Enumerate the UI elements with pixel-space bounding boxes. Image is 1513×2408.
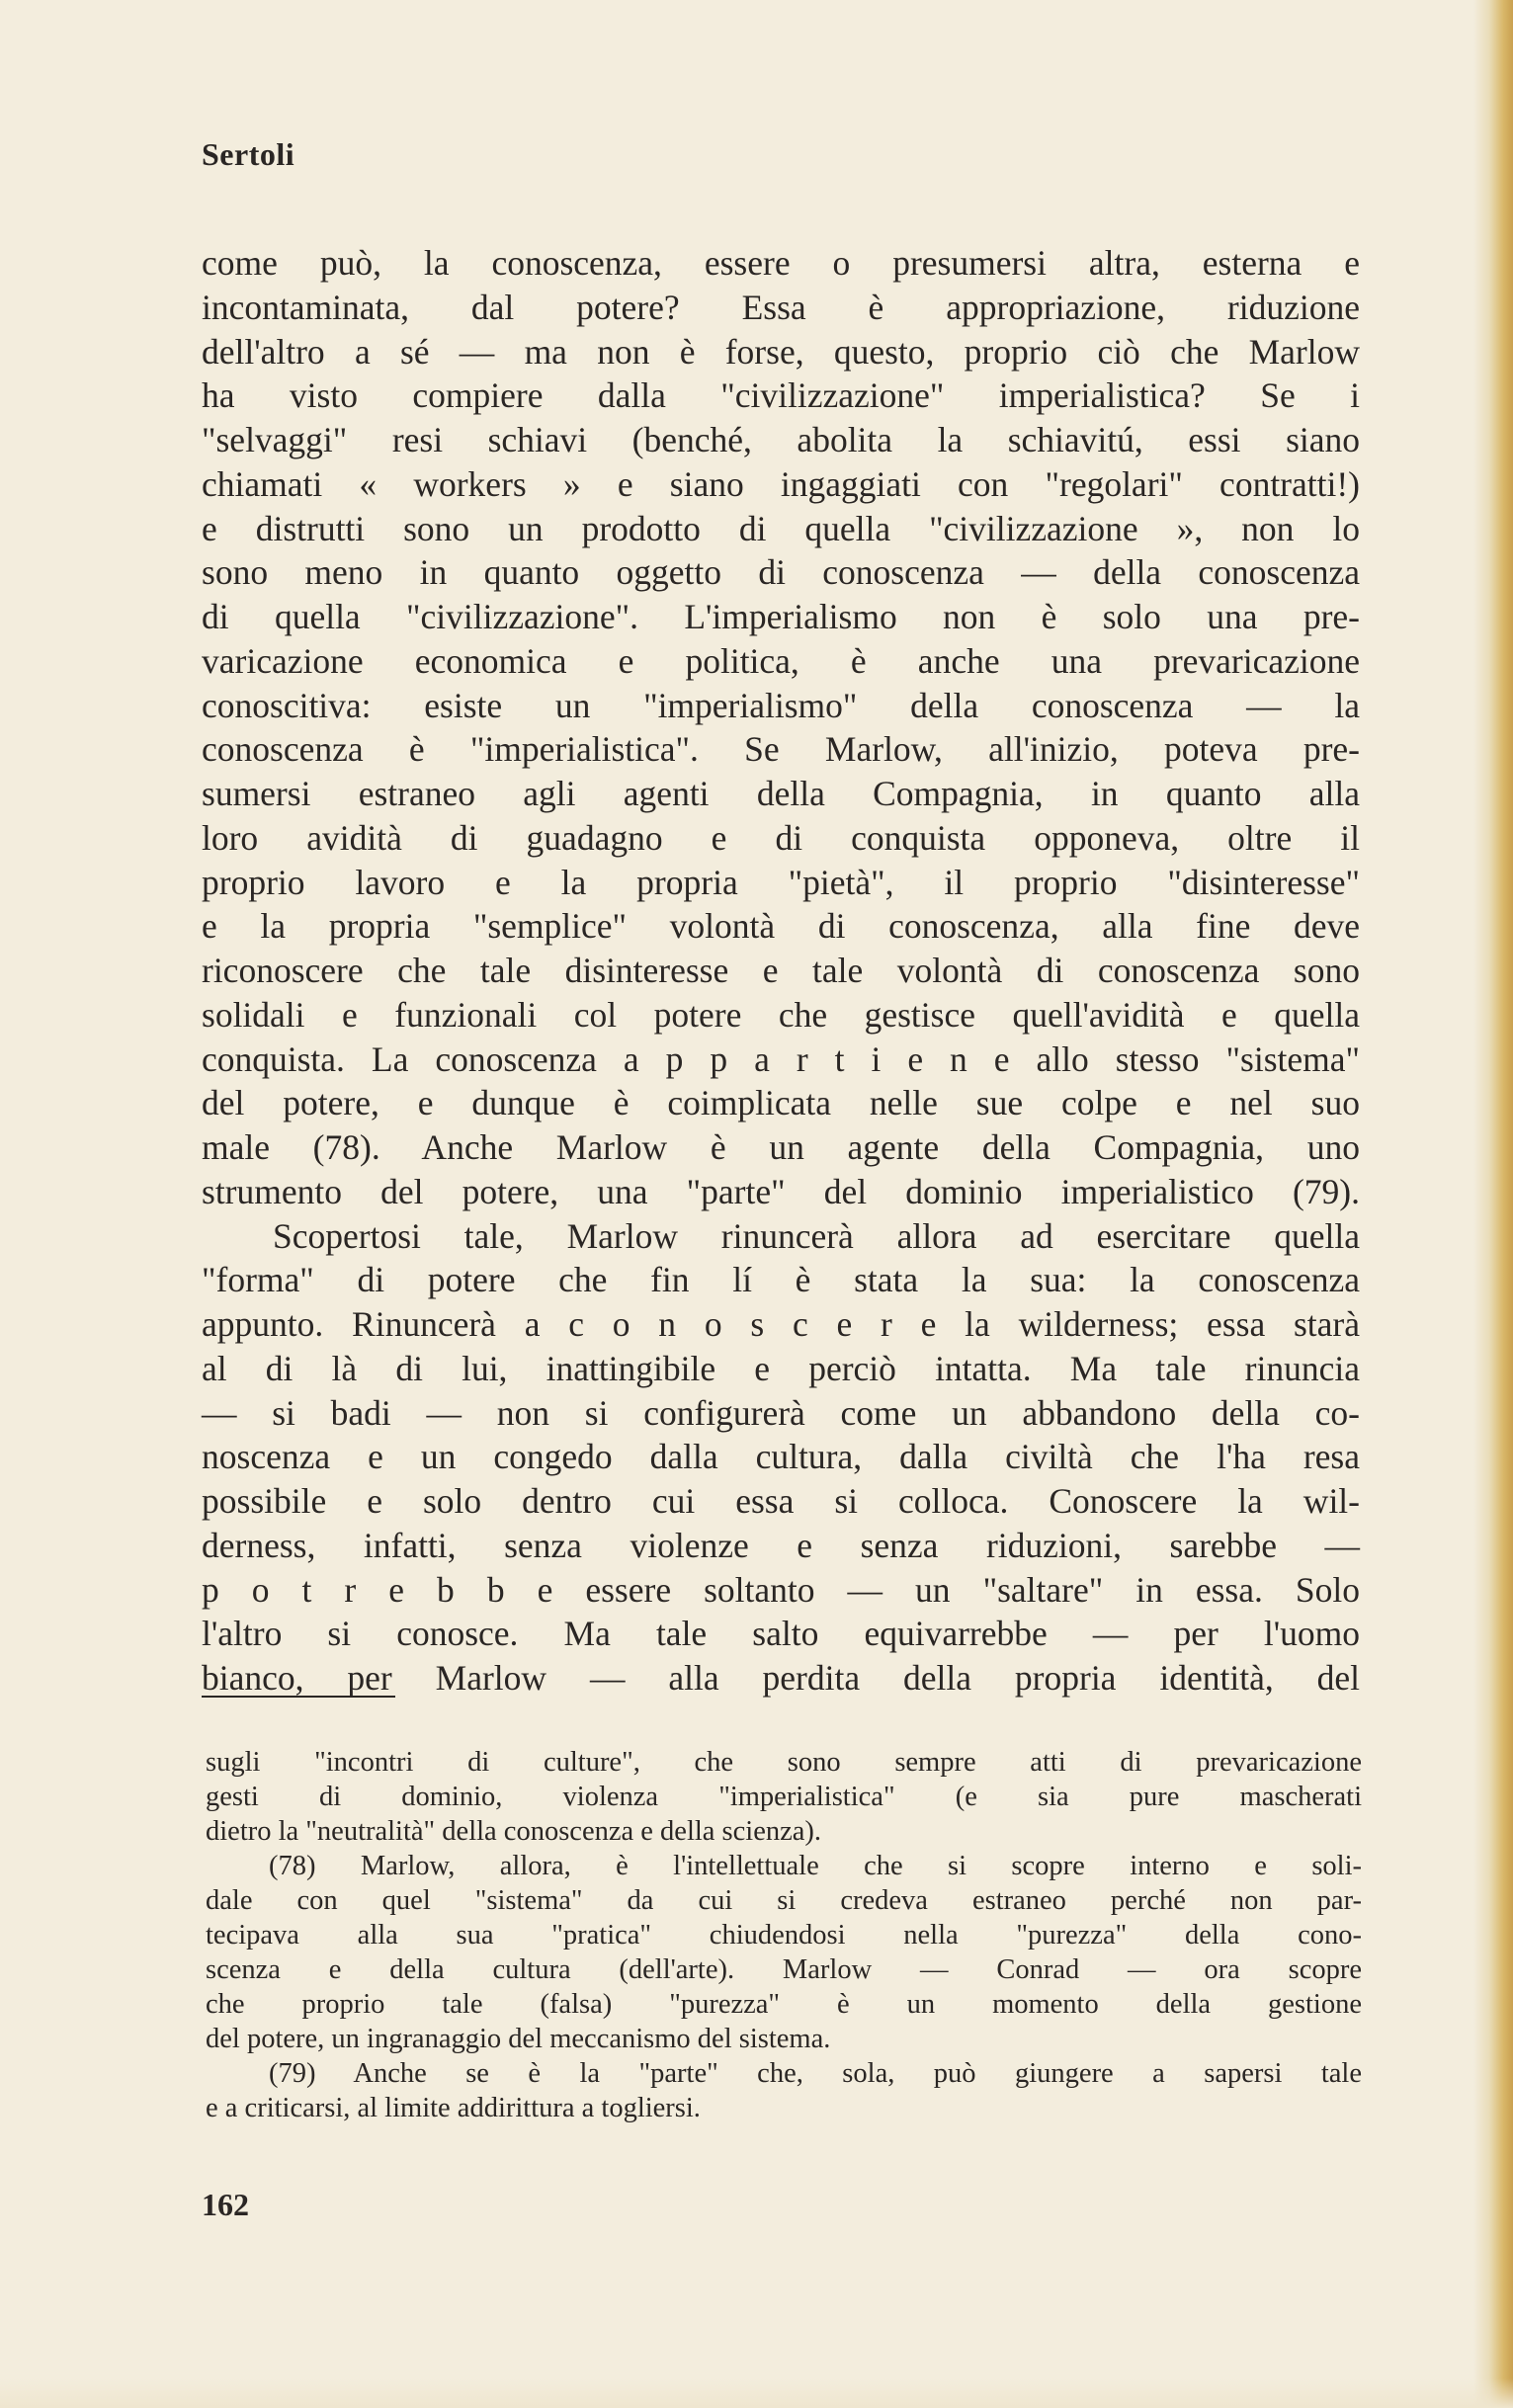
body-line: solidali e funzionali col potere che gestisce quell'avidità e quella: [202, 994, 1360, 1035]
footnote-line: del potere, un ingranaggio del meccanismo del sistema.: [206, 2024, 831, 2054]
body-line: "selvaggi" resi schiavi (benché, abolita la schiavitú, essi siano: [202, 420, 1360, 459]
body-line: p o t r e b b e essere soltanto — un "saltare" in essa. Solo: [202, 1569, 1360, 1610]
body-line: strumento del potere, una "parte" del dominio imperialistico (79).: [202, 1171, 1360, 1211]
body-line: come può, la conoscenza, essere o presumersi altra, esterna e: [202, 243, 1360, 283]
footnote-line: (78) Marlow, allora, è l'intellettuale che si scopre interno e soli-: [269, 1851, 1362, 1881]
footnote-line: tecipava alla sua "pratica" chiudendosi nella "purezza" della cono-: [206, 1920, 1362, 1951]
page-edge: [1473, 0, 1513, 2408]
body-line: del potere, e dunque è coimplicata nelle sue colpe e nel suo: [202, 1083, 1360, 1123]
footnote-line: sugli "incontri di culture", che sono sempre atti di prevaricazione: [206, 1747, 1362, 1778]
body-line: bianco, per Marlow — alla perdita della propria identità, del: [202, 1658, 1360, 1698]
body-line: riconoscere che tale disinteresse e tale volontà di conoscenza sono: [202, 951, 1360, 990]
body-line: ha visto compiere dalla "civilizzazione" imperialistica? Se i: [202, 375, 1360, 416]
body-line: dell'altro a sé — ma non è forse, questo, proprio ciò che Marlow: [202, 331, 1360, 372]
body-line: possibile e solo dentro cui essa si colloca. Conoscere la wil-: [202, 1481, 1360, 1521]
body-line: conoscitiva: esiste un "imperialismo" della conoscenza — la: [202, 685, 1360, 725]
footnotes: [206, 1745, 1362, 2125]
body-line: varicazione economica e politica, è anche una prevaricazione: [202, 640, 1360, 681]
body-line: conoscenza è "imperialistica". Se Marlow, all'inizio, poteva pre-: [202, 729, 1360, 770]
body-line: Scopertosi tale, Marlow rinuncerà allora ad esercitare quella: [273, 1215, 1360, 1256]
body-line: proprio lavoro e la propria "pietà", il proprio "disinteresse": [202, 862, 1360, 902]
body-line: "forma" di potere che fin lí è stata la sua: la conoscenza: [202, 1260, 1360, 1300]
footnote-line: gesti di dominio, violenza "imperialistica" (e sia pure mascherati: [206, 1782, 1362, 1812]
running-head: Sertoli: [202, 136, 295, 172]
page-edge-bottom: [0, 2378, 1513, 2408]
page-number: 162: [202, 2187, 249, 2222]
body-line: loro avidità di guadagno e di conquista opponeva, oltre il: [202, 817, 1360, 858]
body-line: di quella "civilizzazione". L'imperialismo non è solo una pre-: [202, 597, 1360, 636]
body-line: male (78). Anche Marlow è un agente della Compagnia, uno: [202, 1127, 1360, 1167]
footnote-line: (79) Anche se è la "parte" che, sola, può giungere a sapersi tale: [269, 2058, 1362, 2089]
footnote-line: dale con quel "sistema" da cui si credeva estraneo perché non par-: [206, 1885, 1362, 1916]
body-line: al di là di lui, inattingibile e perciò intatta. Ma tale rinuncia: [202, 1348, 1360, 1388]
footnote-line: dietro la "neutralità" della conoscenza e della scienza).: [206, 1816, 822, 1847]
main-text: [202, 241, 1360, 1701]
footnote-line: che proprio tale (falsa) "purezza" è un momento della gestione: [206, 1989, 1362, 2020]
body-line: e distrutti sono un prodotto di quella "civilizzazione », non lo: [202, 508, 1360, 548]
body-line: l'altro si conosce. Ma tale salto equivarrebbe — per l'uomo: [202, 1614, 1360, 1654]
body-line: chiamati « workers » e siano ingaggiati con "regolari" contratti!): [202, 463, 1360, 504]
body-line: sumersi estraneo agli agenti della Compagnia, in quanto alla: [202, 774, 1360, 813]
body-line: noscenza e un congedo dalla cultura, dalla civiltà che l'ha resa: [202, 1437, 1360, 1477]
body-line: e la propria "semplice" volontà di conoscenza, alla fine deve: [202, 906, 1360, 947]
footnote-line: scenza e della cultura (dell'arte). Marlow — Conrad — ora scopre: [206, 1954, 1362, 1985]
body-line: appunto. Rinuncerà a c o n o s c e r e la wilderness; essa starà: [202, 1304, 1360, 1344]
body-line: derness, infatti, senza violenze e senza riduzioni, sarebbe —: [202, 1525, 1360, 1565]
footnote-rule: [202, 1696, 395, 1698]
body-line: conquista. La conoscenza a p p a r t i e n e allo stesso "sistema": [202, 1038, 1360, 1079]
footnote-line: e a criticarsi, al limite addirittura a togliersi.: [206, 2093, 701, 2123]
body-line: — si badi — non si configurerà come un abbandono della co-: [202, 1392, 1360, 1433]
body-line: incontaminata, dal potere? Essa è appropriazione, riduzione: [202, 287, 1360, 327]
body-line: sono meno in quanto oggetto di conoscenza — della conoscenza: [202, 552, 1360, 593]
